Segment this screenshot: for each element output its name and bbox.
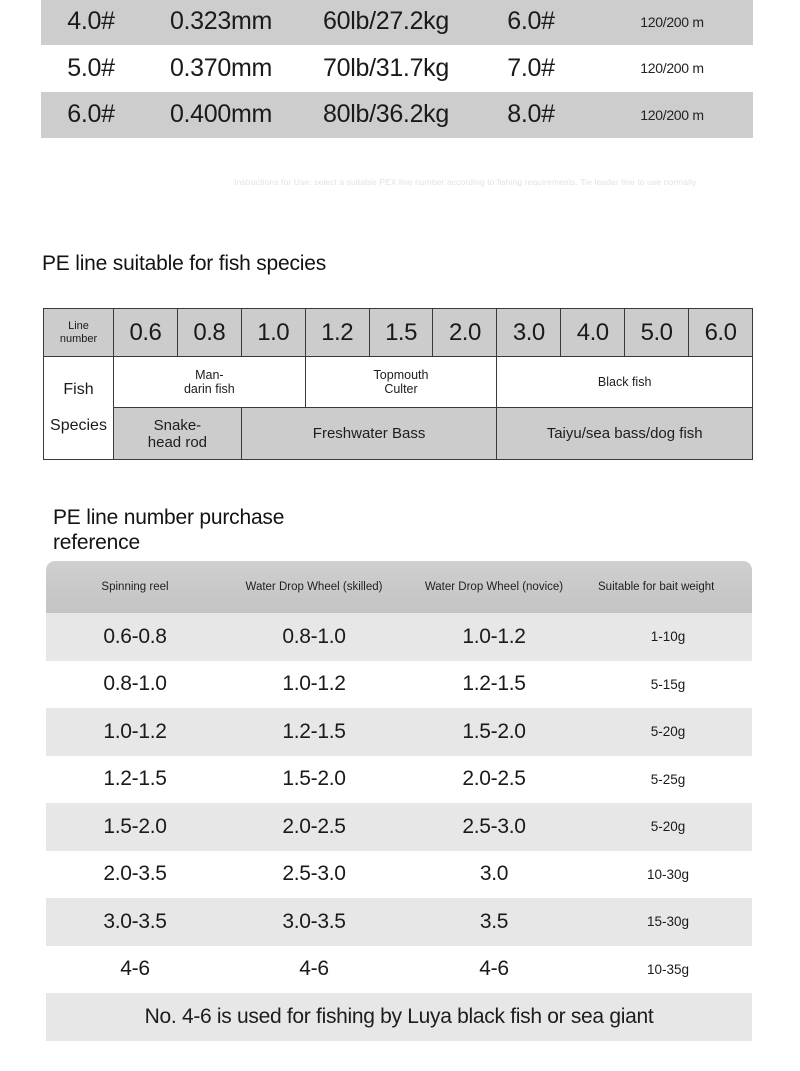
reference-cell-spinning-reel: 1.0-1.2 (103, 719, 167, 743)
reference-footer-note: No. 4-6 is used for fishing by Luya black fish or sea giant (46, 993, 752, 1041)
fish-species-row-primary (44, 357, 753, 408)
fish-line-number-0-8: 0.8 (177, 309, 241, 357)
reference-cell-novice-wheel: 4-6 (479, 957, 509, 981)
fish-line-number-5-0: 5.0 (625, 309, 689, 357)
fish-species-cell: Taiyu/sea bass/dog fish (497, 408, 753, 460)
fish-species-row-secondary (44, 408, 753, 460)
spec-cell-leader-number: 6.0# (507, 7, 555, 36)
reference-cell-bait-weight: 5-15g (650, 676, 686, 692)
reference-cell-spinning-reel: 3.0-3.5 (103, 909, 167, 933)
reference-cell-novice-wheel: 1.5-2.0 (462, 719, 526, 743)
reference-table-row (46, 851, 752, 899)
reference-cell-novice-wheel: 3.0 (479, 862, 509, 886)
spec-table-row (41, 0, 753, 45)
spec-cell-length: 120/200 m (640, 106, 704, 123)
spec-cell-diameter: 0.400mm (169, 100, 273, 129)
reference-cell-novice-wheel: 2.5-3.0 (462, 814, 526, 838)
fish-species-cell: Topmouth Culter (305, 357, 497, 408)
fish-species-table (43, 308, 753, 460)
reference-cell-bait-weight: 5-20g (650, 724, 686, 740)
reference-cell-spinning-reel: 4-6 (120, 957, 150, 981)
fish-table-header-row (44, 309, 753, 357)
reference-table-row (46, 613, 752, 661)
reference-cell-spinning-reel: 1.5-2.0 (103, 814, 167, 838)
reference-cell-spinning-reel: 0.6-0.8 (103, 624, 167, 648)
reference-cell-bait-weight: 1-10g (650, 629, 686, 645)
spec-cell-line-number: 6.0# (67, 100, 115, 129)
reference-cell-spinning-reel: 1.2-1.5 (103, 767, 167, 791)
spec-cell-length: 120/200 m (640, 60, 704, 77)
usage-instructions: Instructions for Use: select a suitable PEX line number according to fishing requirements. Tie leader line to use normally (234, 177, 697, 187)
reference-cell-skilled-wheel: 1.5-2.0 (282, 767, 346, 791)
fish-species-cell: Man- darin fish (114, 357, 306, 408)
fish-line-number-1-5: 1.5 (369, 309, 433, 357)
reference-cell-novice-wheel: 1.0-1.2 (462, 624, 526, 648)
purchase-reference-table (46, 561, 752, 1041)
reference-cell-skilled-wheel: 1.0-1.2 (282, 672, 346, 696)
spec-table-row (41, 92, 753, 139)
spec-cell-line-number: 4.0# (67, 7, 115, 36)
spec-cell-diameter: 0.323mm (169, 7, 273, 36)
fish-table-body (44, 309, 753, 460)
spec-cell-line-number: 5.0# (67, 53, 115, 82)
reference-table-row (46, 756, 752, 804)
reference-cell-skilled-wheel: 2.0-2.5 (282, 814, 346, 838)
spec-cell-breaking-strength: 60lb/27.2kg (323, 7, 449, 36)
purchase-reference-card (46, 561, 752, 1041)
reference-cell-bait-weight: 15-30g (646, 914, 690, 930)
fish-species-label-line1: Fish (63, 381, 94, 398)
reference-table-row (46, 946, 752, 994)
reference-header-1: Water Drop Wheel (skilled) (224, 561, 404, 613)
spec-cell-length: 120/200 m (640, 13, 704, 30)
reference-cell-bait-weight: 10-35g (646, 961, 690, 977)
fish-species-cell: Snake- head rod (114, 408, 242, 460)
fish-line-number-4-0: 4.0 (561, 309, 625, 357)
reference-cell-novice-wheel: 3.5 (479, 909, 509, 933)
spec-table-body (41, 0, 753, 138)
reference-header-row (46, 561, 752, 613)
spec-cell-leader-number: 8.0# (507, 100, 555, 129)
reference-cell-spinning-reel: 2.0-3.5 (103, 862, 167, 886)
fish-species-heading: PE line suitable for fish species (42, 252, 327, 275)
reference-cell-spinning-reel: 0.8-1.0 (103, 672, 167, 696)
reference-cell-skilled-wheel: 3.0-3.5 (282, 909, 346, 933)
reference-cell-skilled-wheel: 2.5-3.0 (282, 862, 346, 886)
fish-line-number-1-0: 1.0 (241, 309, 305, 357)
spec-cell-diameter: 0.370mm (169, 53, 273, 82)
fish-line-number-2-0: 2.0 (433, 309, 497, 357)
spec-cell-leader-number: 7.0# (507, 53, 555, 82)
reference-header-3: Suitable for bait weight (584, 561, 752, 613)
spec-table-row (41, 45, 753, 92)
reference-cell-bait-weight: 5-20g (650, 819, 686, 835)
reference-cell-novice-wheel: 2.0-2.5 (462, 767, 526, 791)
reference-table-row (46, 708, 752, 756)
reference-cell-skilled-wheel: 4-6 (299, 957, 329, 981)
reference-table-row (46, 661, 752, 709)
spec-cell-breaking-strength: 70lb/31.7kg (323, 53, 449, 82)
reference-table-head (46, 561, 752, 613)
spec-cell-breaking-strength: 80lb/36.2kg (323, 100, 449, 129)
fish-species-cell: Freshwater Bass (241, 408, 497, 460)
reference-cell-skilled-wheel: 0.8-1.0 (282, 624, 346, 648)
fish-line-number-3-0: 3.0 (497, 309, 561, 357)
fish-species-side-label (44, 357, 114, 460)
purchase-reference-heading: PE line number purchase reference (53, 506, 285, 554)
fish-line-number-header: Line number (44, 309, 114, 357)
reference-table-row (46, 803, 752, 851)
reference-cell-bait-weight: 5-25g (650, 771, 686, 787)
fish-line-number-1-2: 1.2 (305, 309, 369, 357)
reference-footer-row (46, 993, 752, 1041)
reference-header-2: Water Drop Wheel (novice) (404, 561, 584, 613)
fish-species-label-line2: Species (50, 417, 107, 434)
fish-species-cell: Black fish (497, 357, 753, 408)
reference-table-body (46, 613, 752, 1041)
reference-cell-bait-weight: 10-30g (646, 866, 690, 882)
pe-line-spec-table (41, 0, 753, 138)
reference-cell-skilled-wheel: 1.2-1.5 (282, 719, 346, 743)
fish-line-number-0-6: 0.6 (114, 309, 178, 357)
reference-cell-novice-wheel: 1.2-1.5 (462, 672, 526, 696)
reference-table-row (46, 898, 752, 946)
fish-line-number-6-0: 6.0 (689, 309, 753, 357)
reference-header-0: Spinning reel (46, 561, 224, 613)
